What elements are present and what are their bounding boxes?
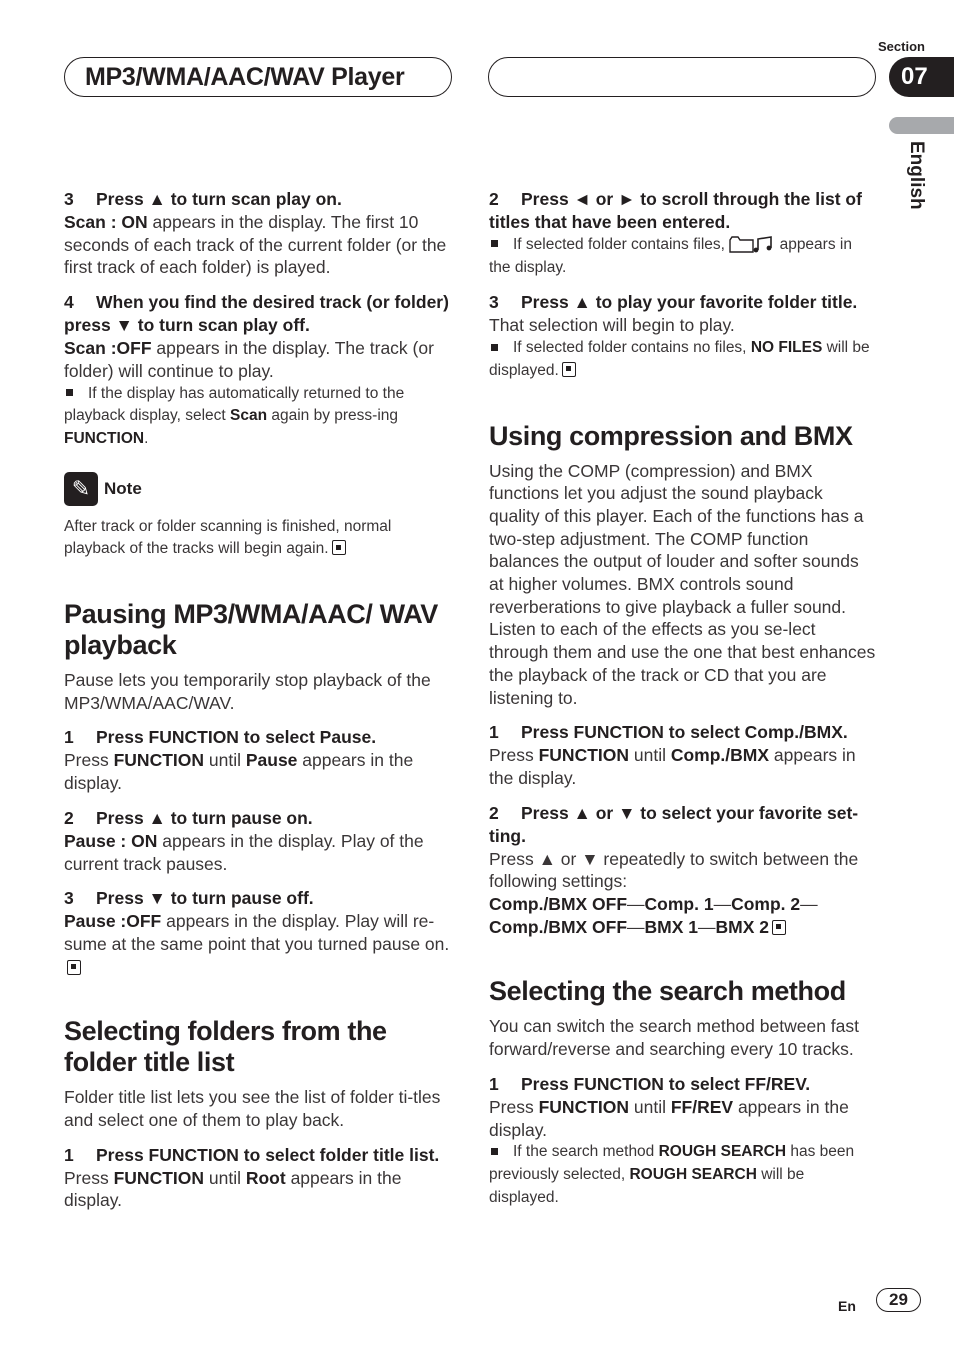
bullet-note: If selected folder contains no files, NO FILES will be displayed. [489,339,870,379]
section-intro: Using the COMP (compression) and BMX functions let you adjust the sound playback quality of this player. Each of the functions has a two-step adjustment. The COMP function balances the output of louder and softer sounds at higher volumes. BMX controls sound reverberations to give playback a fuller sound. Listen to each of the effects as you se-lect through them and use the one that best enhances the playback of the track or CD that you are listening to. [489,460,876,708]
section-number-badge: 07 [889,57,954,97]
bullet-icon [66,389,73,396]
language-tab [889,117,954,134]
blank-header-banner [488,57,876,97]
bullet-note: If the search method ROUGH SEARCH has been previously selected, ROUGH SEARCH will be displayed. [489,1143,855,1206]
section-intro: Pause lets you temporarily stop playback of the MP3/WMA/AAC/WAV. [64,670,431,713]
page-number: 29 [876,1288,921,1312]
language-label: English [906,141,927,210]
footer-language-code: En [838,1298,856,1314]
left-column [64,188,452,1212]
right-column [489,188,877,1209]
folder-music-icon [729,235,775,253]
note-label: Note [104,478,142,498]
step-heading: 1 Press FUNCTION to select Comp./BMX. [489,722,848,743]
settings-sequence: Comp./BMX OFF—Comp. 1—Comp. 2— Comp./BMX OFF—BMX 1—BMX 2 [489,894,818,937]
bullet-note: If the display has automatically returned to the playback display, select Scan again by press-ing FUNCTION. [64,384,405,447]
section-intro: Folder title list lets you see the list of folder ti-tles and select one of them to play back. [64,1087,441,1131]
step-body: Scan : ON appears in the display. The first 10 seconds of each track of the current folder (or the first track of each folder) is played. [64,212,447,278]
step-body: Scan :OFF appears in the display. The track (or folder) will continue to play. [64,338,434,381]
chapter-title-banner [64,57,452,97]
end-mark-icon [332,540,346,555]
end-mark-icon [562,362,576,377]
chapter-title: MP3/WMA/AAC/WAV Player [85,63,405,91]
step-heading: 1 Press FUNCTION to select FF/REV. [489,1073,811,1094]
bullet-icon [491,1148,498,1155]
step-heading: 1 Press FUNCTION to select folder title list. [64,1144,440,1165]
section-label: Section [878,39,925,54]
bullet-note: If selected folder contains files, appears in the display. [489,236,852,276]
note-pencil-icon: ✎ [64,472,98,506]
step-heading: 4 When you find the desired track (or folder) press ▼ to turn scan play off. [64,292,449,336]
step-heading: 3 Press ▲ to play your favorite folder title. [489,292,858,313]
section-heading: Pausing MP3/WMA/AAC/ WAV playback [64,599,438,661]
step-heading: 2 Press ▲ to turn pause on. [64,807,313,828]
step-body: Press FUNCTION until Root appears in the display. [64,1167,402,1211]
end-mark-icon [772,920,786,935]
step-body: Press FUNCTION until Comp./BMX appears in the display. [489,745,856,788]
step-body: Press FUNCTION until FF/REV appears in the display. [489,1096,849,1140]
step-heading: 3 Press ▼ to turn pause off. [64,888,314,909]
step-body: Press ▲ or ▼ repeatedly to switch between the following settings: [489,848,859,892]
end-mark-icon [67,960,81,975]
step-body: Pause : ON appears in the display. Play of the current track pauses. [64,830,424,874]
section-heading: Selecting the search method [489,976,846,1007]
step-heading: 1 Press FUNCTION to select Pause. [64,727,377,748]
bullet-icon [491,240,498,247]
step-heading: 3 Press ▲ to turn scan play on. [64,189,342,209]
section-intro: You can switch the search method between fast forward/reverse and searching every 10 tracks. [489,1016,859,1060]
step-body: That selection will begin to play. [489,315,735,336]
step-heading: 2 Press ◄ or ► to scroll through the list of titles that have been entered. [489,189,862,232]
section-heading: Using compression and BMX [489,420,853,451]
step-body: Press FUNCTION until Pause appears in the display. [64,750,414,794]
note-header [64,471,452,507]
section-heading: Selecting folders from the folder title list [64,1016,387,1078]
step-body: Pause :OFF appears in the display. Play will re-sume at the same point that you turned pause on. [64,910,452,978]
step-heading: 2 Press ▲ or ▼ to select your favorite set-ting. [489,802,859,846]
note-text: After track or folder scanning is finished, normal playback of the tracks will begin again. [64,517,392,558]
bullet-icon [491,344,498,351]
